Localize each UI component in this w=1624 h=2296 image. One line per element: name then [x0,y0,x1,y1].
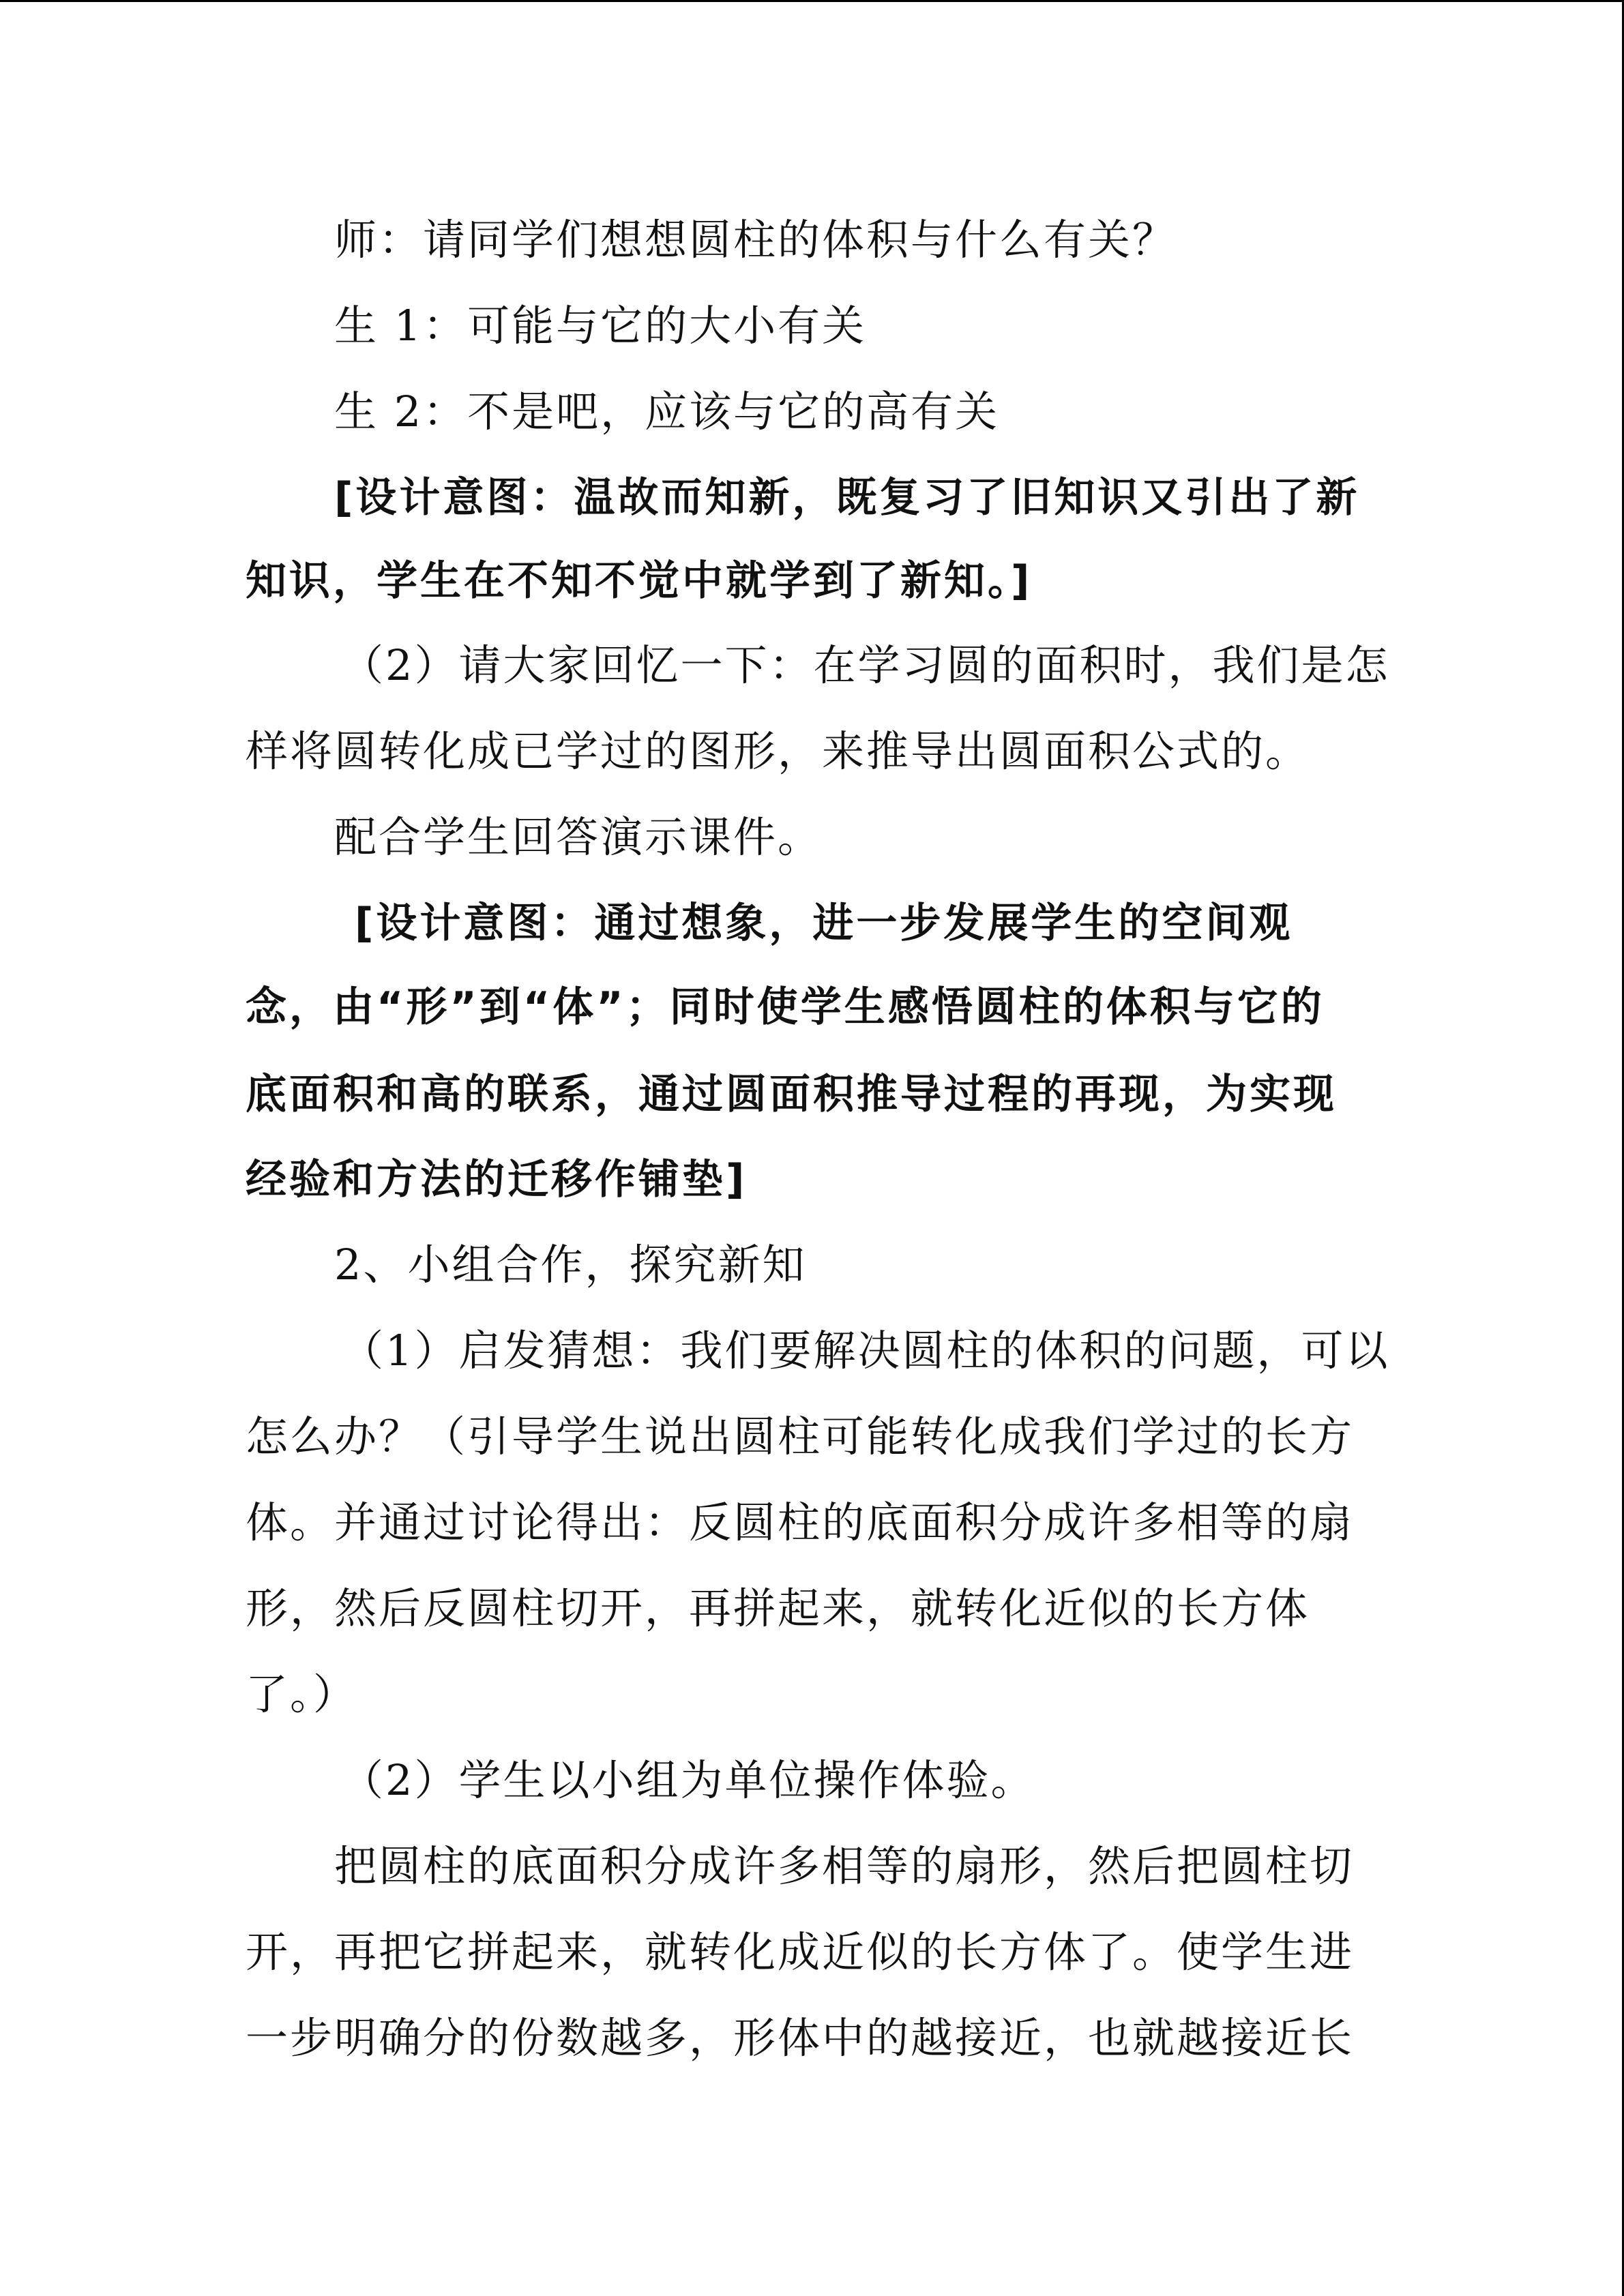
paragraph-transform-line-3: 一步明确分的份数越多，形体中的越接近，也就越接近长 [246,2013,1355,2063]
paragraph-transform-line-1: 把圆柱的底面积分成许多相等的扇形，然后把圆柱切 [334,1841,1355,1891]
paragraph-guess-line-3: 体。并通过讨论得出：反圆柱的底面积分成许多相等的扇 [246,1497,1355,1547]
design-intent-1-line-1: [设计意图：温故而知新，既复习了旧知识又引出了新 [334,474,1360,522]
paragraph-guess-line-4: 形，然后反圆柱切开，再拼起来，就转化近似的长方体 [246,1583,1310,1633]
paragraph-courseware: 配合学生回答演示课件。 [334,812,823,862]
paragraph-guess-line-1: （1）启发猜想：我们要解决圆柱的体积的问题，可以 [341,1326,1390,1375]
paragraph-operation: （2）学生以小组为单位操作体验。 [341,1755,1035,1805]
paragraph-recall-line-2: 样将圆转化成已学过的图形，来推导出圆面积公式的。 [246,726,1310,776]
paragraph-student-2: 生 2：不是吧，应该与它的高有关 [334,387,1000,436]
design-intent-1-line-2: 知识，学生在不知不觉中就学到了新知。] [246,557,1033,605]
paragraph-student-1: 生 1：可能与它的大小有关 [334,301,867,351]
design-intent-2-line-4: 经验和方法的迁移作铺垫] [246,1156,748,1204]
paragraph-recall-line-1: （2）请大家回忆一下：在学习圆的面积时，我们是怎 [341,640,1390,690]
design-intent-2-line-3: 底面积和高的联系，通过圆面积推导过程的再现，为实现 [246,1071,1337,1118]
paragraph-transform-line-2: 开，再把它拼起来，就转化成近似的长方体了。使学生进 [246,1927,1355,1977]
design-intent-2-line-2: 念，由“形”到“体”；同时使学生感悟圆柱的体积与它的 [246,983,1325,1031]
paragraph-guess-line-5: 了。） [246,1669,358,1719]
page-border-top [0,0,1624,2]
paragraph-guess-line-2: 怎么办？（引导学生说出圆柱可能转化成我们学过的长方 [246,1412,1355,1461]
section-heading-group-work: 2、小组合作，探究新知 [334,1240,807,1289]
paragraph-teacher-question: 师：请同学们想想圆柱的体积与什么有关？ [334,215,1177,265]
design-intent-2-line-1: [设计意图：通过想象，进一步发展学生的空间观 [355,899,1293,947]
